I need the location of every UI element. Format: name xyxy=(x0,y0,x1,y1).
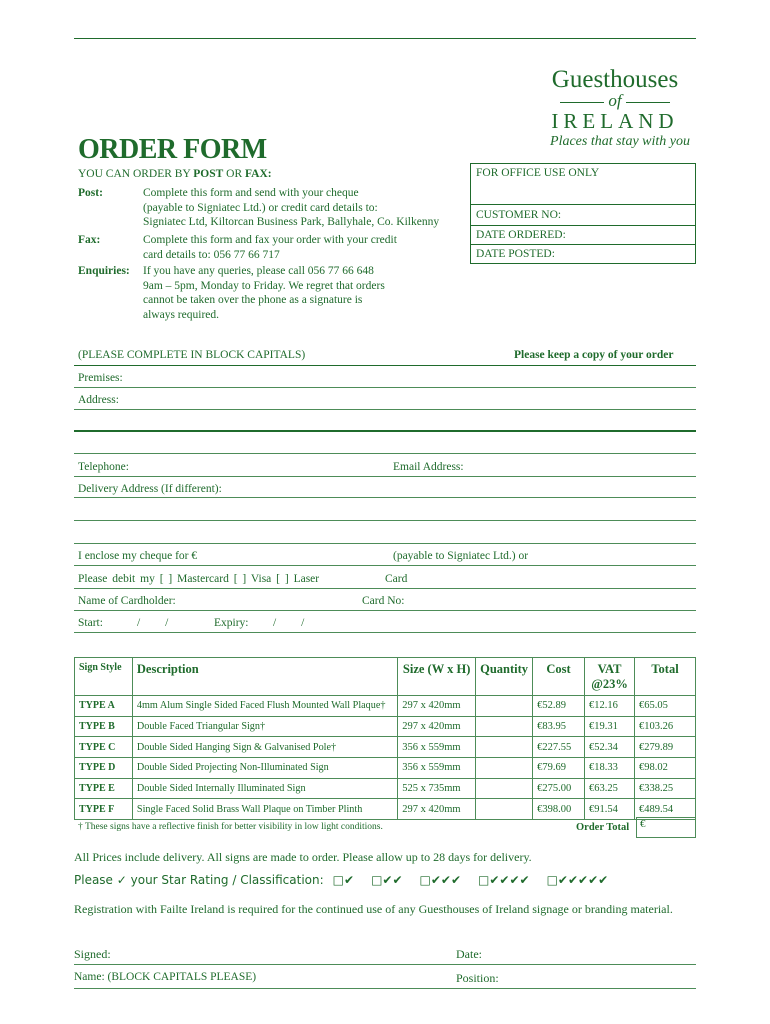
page-title: ORDER FORM xyxy=(78,134,267,165)
keep-copy-note: Please keep a copy of your order xyxy=(514,349,674,361)
cardholder-field[interactable]: Name of Cardholder: xyxy=(78,595,176,607)
header-sign-style: Sign Style xyxy=(75,658,133,696)
quantity-input[interactable] xyxy=(476,696,533,717)
header-description: Description xyxy=(132,658,397,696)
size-cell: 356 x 559mm xyxy=(398,758,476,779)
total-cell: €489.54 xyxy=(635,799,696,820)
sign-style-cell: TYPE B xyxy=(75,716,133,737)
description-cell: 4mm Alum Single Sided Faced Flush Mounted Wall Plaque† xyxy=(132,696,397,717)
card-label: Card xyxy=(385,573,408,585)
debit-line xyxy=(74,588,696,589)
header-total: Total xyxy=(635,658,696,696)
sign-style-cell: TYPE E xyxy=(75,778,133,799)
section-rule xyxy=(74,365,696,366)
registration-note: Registration with Failte Ireland is required for the continued use of any Guesthouses of Ireland signage or branding material. xyxy=(74,902,673,916)
star-rating-label: Please ✓ your Star Rating / Classification: xyxy=(74,873,324,887)
description-cell: Double Faced Triangular Sign† xyxy=(132,716,397,737)
expiry-field[interactable]: Expiry: xyxy=(214,617,249,629)
cost-cell: €275.00 xyxy=(533,778,585,799)
expiry-date-slashes: / / xyxy=(273,617,305,629)
rating-option-1[interactable]: □✔ xyxy=(332,873,355,887)
table-row xyxy=(75,799,696,820)
description-cell: Single Faced Solid Brass Wall Plaque on Timber Plinth xyxy=(132,799,397,820)
header-size: Size (W x H) xyxy=(398,658,476,696)
quantity-input[interactable] xyxy=(476,758,533,779)
date-ordered-field[interactable]: DATE ORDERED: xyxy=(471,225,695,245)
address-field[interactable]: Address: xyxy=(78,394,119,406)
quantity-input[interactable] xyxy=(476,799,533,820)
table-row xyxy=(75,758,696,779)
cost-cell: €83.95 xyxy=(533,716,585,737)
vat-cell: €63.25 xyxy=(585,778,635,799)
rating-option-3[interactable]: □✔✔✔ xyxy=(419,873,462,887)
signed-field[interactable]: Signed: xyxy=(74,947,111,961)
date-posted-field[interactable]: DATE POSTED: xyxy=(471,244,695,264)
quantity-input[interactable] xyxy=(476,778,533,799)
size-cell: 297 x 420mm xyxy=(398,716,476,737)
order-by-line: YOU CAN ORDER BY POST OR FAX: xyxy=(78,168,272,180)
table-row xyxy=(75,716,696,737)
enquiries-text: If you have any queries, please call 056 77 66 648 9am – 5pm, Monday to Friday. We regret that orders cannot be taken over the phone as a signature is always required. xyxy=(143,265,385,321)
total-cell: €338.25 xyxy=(635,778,696,799)
start-date-slashes: / / xyxy=(137,617,169,629)
delivery-line-3 xyxy=(74,543,696,544)
telephone-line xyxy=(74,476,696,477)
fax-text: Complete this form and fax your order with your credit card details to: 056 77 66 717 xyxy=(143,234,397,261)
premises-field[interactable]: Premises: xyxy=(78,372,123,384)
office-header: FOR OFFICE USE ONLY xyxy=(476,167,600,179)
quantity-input[interactable] xyxy=(476,737,533,758)
cost-cell: €79.69 xyxy=(533,758,585,779)
size-cell: 356 x 559mm xyxy=(398,737,476,758)
sign-style-cell: TYPE D xyxy=(75,758,133,779)
rating-option-5[interactable]: □✔✔✔✔✔ xyxy=(546,873,609,887)
vat-cell: €12.16 xyxy=(585,696,635,717)
size-cell: 525 x 735mm xyxy=(398,778,476,799)
email-field[interactable]: Email Address: xyxy=(393,461,464,473)
table-row xyxy=(75,737,696,758)
date-field[interactable]: Date: xyxy=(456,947,482,961)
delivery-line-2 xyxy=(74,520,696,521)
cardholder-line xyxy=(74,610,696,611)
office-use-box xyxy=(470,163,696,264)
table-header-row xyxy=(75,658,696,696)
vat-cell: €19.31 xyxy=(585,716,635,737)
logo-tagline: Places that stay with you xyxy=(550,134,690,149)
size-cell: 297 x 420mm xyxy=(398,799,476,820)
delivery-note: All Prices include delivery. All signs are made to order. Please allow up to 28 days for delivery. xyxy=(74,850,532,864)
vat-cell: €18.33 xyxy=(585,758,635,779)
rating-option-2[interactable]: □✔✔ xyxy=(371,873,403,887)
description-cell: Double Sided Hanging Sign & Galvanised Pole† xyxy=(132,737,397,758)
order-table xyxy=(74,657,696,820)
order-total-field[interactable]: € xyxy=(636,817,696,838)
logo-line1: Guesthouses xyxy=(551,66,679,93)
position-field[interactable]: Position: xyxy=(456,971,499,985)
delivery-line-1 xyxy=(74,497,696,498)
start-field[interactable]: Start: xyxy=(78,617,103,629)
total-cell: €65.05 xyxy=(635,696,696,717)
order-total-label: Order Total xyxy=(576,822,630,833)
cost-cell: €227.55 xyxy=(533,737,585,758)
sign-style-cell: TYPE A xyxy=(75,696,133,717)
delivery-address-field[interactable]: Delivery Address (If different): xyxy=(78,483,222,495)
address-line-2 xyxy=(74,430,696,432)
sign-style-cell: TYPE C xyxy=(75,737,133,758)
description-cell: Double Sided Internally Illuminated Sign xyxy=(132,778,397,799)
address-line-1 xyxy=(74,409,696,410)
vat-cell: €91.54 xyxy=(585,799,635,820)
total-cell: €98.02 xyxy=(635,758,696,779)
description-cell: Double Sided Projecting Non-Illuminated Sign xyxy=(132,758,397,779)
card-no-field[interactable]: Card No: xyxy=(362,595,405,607)
sign-style-cell: TYPE F xyxy=(75,799,133,820)
logo-line3: IRELAND xyxy=(551,109,679,133)
fax-label: Fax: xyxy=(78,234,101,246)
total-cell: €103.26 xyxy=(635,716,696,737)
enquiries-label: Enquiries: xyxy=(78,265,130,277)
cost-cell: €52.89 xyxy=(533,696,585,717)
table-row xyxy=(75,696,696,717)
cheque-field[interactable]: I enclose my cheque for € xyxy=(78,550,198,562)
premises-line xyxy=(74,387,696,388)
star-rating-row xyxy=(74,873,608,888)
vat-cell: €52.34 xyxy=(585,737,635,758)
debit-card-options[interactable]: Please debit my [ ] Mastercard [ ] Visa [ ] Laser xyxy=(78,573,320,585)
header-cost: Cost xyxy=(533,658,585,696)
header-vat: VAT @23% xyxy=(585,658,635,696)
top-rule xyxy=(74,38,696,39)
block-capitals-note: (PLEASE COMPLETE IN BLOCK CAPITALS) xyxy=(78,349,306,361)
payable-note: (payable to Signiatec Ltd.) or xyxy=(393,550,529,562)
address-line-3 xyxy=(74,453,696,454)
cost-cell: €398.00 xyxy=(533,799,585,820)
quantity-input[interactable] xyxy=(476,716,533,737)
post-label: Post: xyxy=(78,187,103,199)
telephone-field[interactable]: Telephone: xyxy=(78,461,129,473)
name-field[interactable]: Name: (BLOCK CAPITALS PLEASE) xyxy=(74,971,257,983)
guesthouses-logo xyxy=(540,66,690,150)
table-footnote: † These signs have a reflective finish for better visibility in low light conditions. xyxy=(78,822,383,832)
table-row xyxy=(75,778,696,799)
post-text: Complete this form and send with your cheque (payable to Signiatec Ltd.) or credit card details to: Signiatec Ltd, Kiltorcan Business Park, Ballyhale, Co. Kilkenny xyxy=(143,187,440,228)
name-line xyxy=(74,988,696,989)
signed-line xyxy=(74,964,696,965)
cheque-line xyxy=(74,565,696,566)
start-line xyxy=(74,632,696,633)
logo-line2: of xyxy=(540,94,690,108)
total-cell: €279.89 xyxy=(635,737,696,758)
rating-option-4[interactable]: □✔✔✔✔ xyxy=(478,873,530,887)
size-cell: 297 x 420mm xyxy=(398,696,476,717)
header-quantity: Quantity xyxy=(476,658,533,696)
customer-no-field[interactable]: CUSTOMER NO: xyxy=(471,204,695,226)
